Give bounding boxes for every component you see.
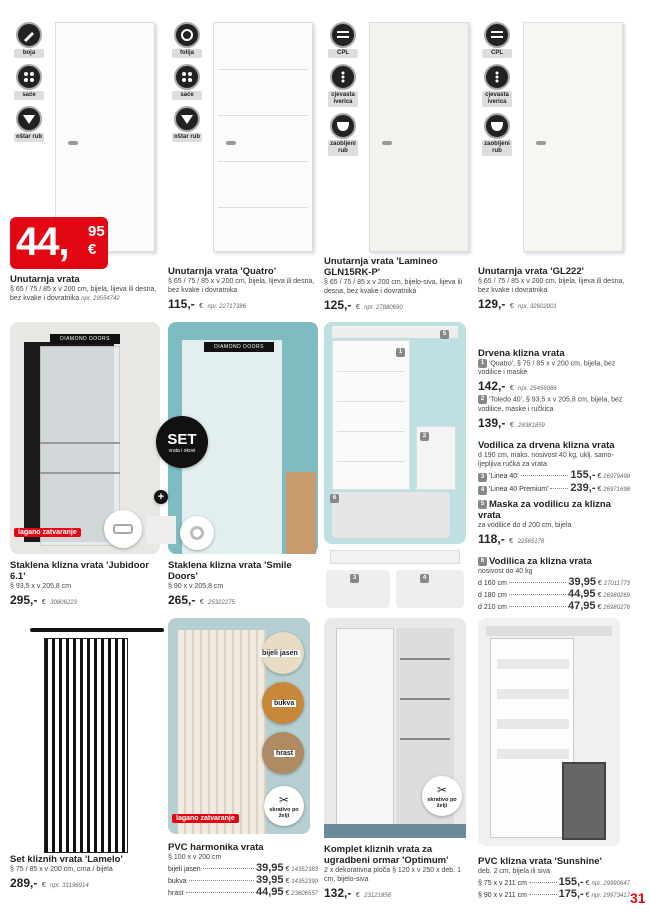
photo-number: 5 [440,330,449,339]
swatch-label: bukva [274,700,295,707]
hardware-detail [146,516,176,544]
plus-icon: + [154,490,168,504]
feature-badges: CPL cjevasta iverica zaobljeni rub [482,22,512,156]
product-desc: § 75 / 85 x v 200 cm, crna / bijela [10,866,113,873]
product-desc: deb. 2 cm, bijela ili siva [478,868,550,875]
set-badge: SET vrata i okovi [156,416,208,468]
brand-bar: DIAMOND DOORS [204,342,274,352]
product-desc: § 90 x v 205,8 cm [168,583,224,590]
scissors-badge: ✂ skrativo po želji [264,786,304,826]
product-quatro[interactable]: folija saće oštar rub Unutarnja vrata 'Quatro' § 65 / 75 / 85 x v 200 cm, bijela, lijeva ili desna, bez kvake i dovratnika 115,- € npr. 22717386 [168,16,318,306]
door-image [369,22,469,252]
vodilica-title: 6 Vodilica za klizna vrata [478,556,630,567]
sharp-edge-icon [16,106,42,132]
paint-icon [16,22,42,48]
jubidoor-photo [10,322,160,554]
drvena-title: Drvena klizna vrata [478,348,565,359]
product-title: Staklena klizna vrata 'Jubidoor 6.1' [10,560,149,582]
product-desc: § 65 / 75 / 85 x v 200 cm, bijela, lijeva ili desna, bez kvake i dovratnika npr. 29554742 [10,286,157,302]
product-price: 142,- [478,379,506,394]
product-title: PVC klizna vrata 'Sunshine' [478,856,602,867]
round-edge-icon [330,113,356,139]
mask-photo [324,548,466,610]
lock-detail [180,516,214,550]
handle-detail [104,510,142,548]
product-desc: § 65 / 75 / 85 x v 200 cm, bijela, lijeva ili desna, bez kvake i dovratnika [478,278,625,294]
product-desc: 2 x dekorativna ploča § 120 x v 250 x deb. 1 cm, bijelo-siva [324,867,461,883]
product-unutarnja-vrata[interactable] [10,16,160,306]
maska-title: 5 Maska za vodilicu za klizna vrata [478,498,611,521]
photo-number: 2 [420,432,429,441]
product-price: 265,- [168,593,196,607]
product-sunshine[interactable]: PVC klizna vrata 'Sunshine' deb. 2 cm, bijela ili siva § 75 x v 211 cm 155,- € npr. 29990647 § 90 x v 211 cm 175,- € npr. 29973417 [478,618,630,908]
product-lamelo[interactable]: Set kliznih vrata 'Lamelo' § 75 / 85 x v 200 cm, crna / bijela 289,- € npr. 33196914 [10,618,160,908]
swatch-label: hrast [276,750,294,757]
product-smile-doors[interactable]: DIAMOND DOORS SET vrata i okovi + Staklena klizna vrata 'Smile Doors' § 90 x v 205,8 cm 265,- € 25322275 [168,322,318,612]
brand-bar: DIAMOND DOORS [50,334,120,344]
product-title: Unutarnja vrata 'Quatro' [168,266,276,277]
feature-badges: CPL cjevasta iverica zaobljeni rub [328,22,358,156]
product-desc: § 65 / 75 / 85 x v 200 cm, bijela, lijeva ili desna, bez kvake i dovratnika [168,278,315,294]
product-desc: § 93,5 x v 205,8 cm [10,583,72,590]
photo-number: 1 [396,348,405,357]
sliding-info-column: Drvena klizna vrata 1 'Quatro', § 75 / 85 x v 200 cm, bijela, bez vodilice i maske 142,- € npr. 25456086 2 'Toledo 40', § 93,5 x v 205,8 cm, bijela, bez vodilice, maske i ručkica 139,- € 28381859 Vodilica za drvena klizna vrata d 190 cm, maks. nosivost 40 kg, uklj. samo-ljepljiva ručka za vrata 3 'Linea 40' 155,- € 26979498 4 'Linea 40 Premium' 239,- € 26971698 5 Maska za vodilicu za klizna vrata za vodilice do d 200 cm, bijela 118,- € 22565178 6 Vodilica za klizna vrata nosivost do 40 kg d 160 cm 39,95 € 27011773 d 180 cm 44,95 € 26980269 d 210 cm 47,95 € 26980278 [478,348,630,612]
photo-number: 4 [420,574,429,583]
soft-close-tag: lagano zatvaranje [172,814,239,823]
product-price: 115,- [168,297,195,311]
tubular-core-icon [330,64,356,90]
product-title: PVC harmonika vrata [168,842,264,853]
sharp-edge-icon [174,106,200,132]
product-harmonika[interactable]: lagano zatvaranje bijeli jasen bukva hrast ✂ skrativo po želji PVC harmonika vrata § 100 x v 200 cm bijeli jasen 39,95 € 14352383 bukva 39,95 € 14352390 hrast 44,95 € 23606557 [168,618,318,908]
cpl-layers-icon [330,22,356,48]
product-lamineo[interactable]: CPL cjevasta iverica zaobljeni rub Unutarnja vrata 'Lamineo GLN15RK-P' § 65 / 75 / 85 x v 200 cm, bijelo-siva, lijeva ili desna, bez kvake i dovratnika 125,- € npr. 27880690 [324,16,474,306]
door-image [523,22,623,252]
honeycomb-icon [16,64,42,90]
product-price: 129,- [478,297,506,311]
product-price: 295,- [10,593,38,607]
product-title: Set kliznih vrata 'Lamelo' [10,854,123,865]
product-jubidoor[interactable]: DIAMOND DOORS lagano zatvaranje Staklena klizna vrata 'Jubidoor 6.1' § 93,5 x v 205,8 cm 295,- € 30806223 [10,322,160,612]
tubular-core-icon [484,64,510,90]
foil-roll-icon [174,22,200,48]
page-number: 31 [630,890,646,906]
smile-doors-photo [157,322,318,554]
honeycomb-icon [174,64,200,90]
vodilica-drvena-title: Vodilica za drvena klizna vrata [478,439,615,451]
scissors-icon: ✂ [278,793,290,807]
product-title: Komplet kliznih vrata za ugradbeni ormar 'Optimum' [324,844,449,866]
scissors-badge: ✂ skrativo po želji [422,776,462,816]
feature-badges: boja saće oštar rub [14,22,44,142]
product-gl222[interactable]: CPL cjevasta iverica zaobljeni rub Unutarnja vrata 'GL222' § 65 / 75 / 85 x v 200 cm, bijela, lijeva ili desna, bez kvake i dovratnika 129,- € npr. 32602001 [478,16,628,306]
product-title: Unutarnja vrata 'GL222' [478,266,584,277]
product-title: Staklena klizna vrata 'Smile Doors' [168,560,292,582]
feature-badges: folija saće oštar rub [172,22,202,142]
product-title: Unutarnja vrata [10,274,80,285]
lamelo-photo [30,628,150,853]
product-price: 132,- [324,886,352,900]
product-title: Unutarnja vrata 'Lamineo GLN15RK-P' [324,256,438,278]
product-price: 139,- [478,415,506,430]
photo-number: 6 [330,494,339,503]
door-image [213,22,313,252]
product-price: 118,- [478,531,505,546]
product-desc: § 100 x v 200 cm [168,854,222,861]
product-desc: § 65 / 75 / 85 x v 200 cm, bijelo-siva, lijeva ili desna, bez kvake i dovratnika [324,279,463,295]
product-price: 125,- [324,298,352,312]
product-optimum[interactable]: ✂ skrativo po želji Komplet kliznih vrata za ugradbeni ormar 'Optimum' 2 x dekorativna ploča § 120 x v 250 x deb. 1 cm, bijelo-siva 132,- € 23121856 [324,618,474,908]
photo-number: 3 [350,574,359,583]
round-edge-icon [484,113,510,139]
swatch-label: bijeli jasen [262,650,298,657]
sliding-door-photo [324,322,466,544]
sunshine-photo [478,618,620,846]
cpl-layers-icon [484,22,510,48]
big-price-badge: 44, 95 € [10,217,108,269]
product-price: 289,- [10,876,38,890]
scissors-icon: ✂ [436,783,448,797]
soft-close-tag: lagano zatvaranje [14,528,81,537]
